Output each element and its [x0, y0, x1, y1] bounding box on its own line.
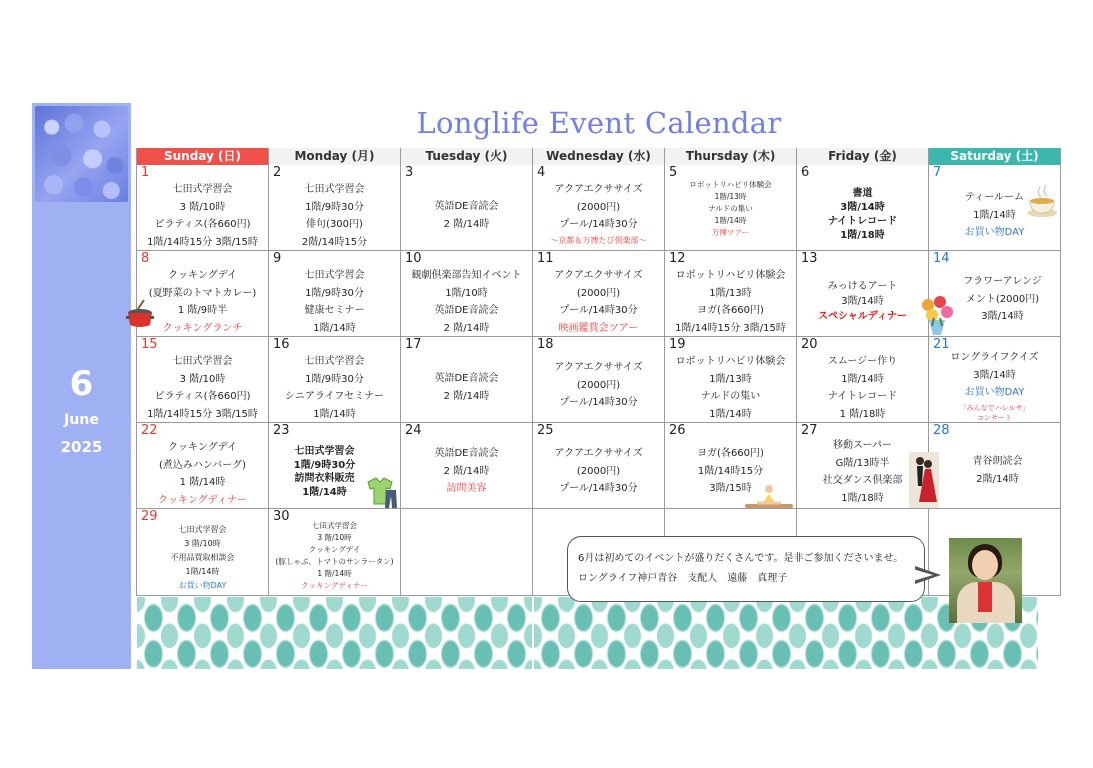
event-line: アクアエクササイズ: [554, 448, 643, 459]
event-line: ロボットリハビリ体験会: [689, 180, 772, 189]
event-line: 不用品買取相談会: [170, 553, 235, 562]
event-line: 訪問衣料販売: [294, 473, 355, 484]
day-number: 15: [141, 337, 158, 352]
event-line: 1階/9時30分: [293, 459, 356, 471]
event-line: 1階/14時15分 3階/15時: [147, 236, 258, 248]
event-line: 3階/14時: [973, 369, 1016, 381]
event-line: 1階/10時: [445, 287, 488, 299]
message-signature: ロングライフ神戸青谷 支配人 遠藤 真理子: [578, 573, 788, 584]
event-line: みっけるアート: [827, 281, 898, 292]
cooking-pot-icon: [126, 298, 154, 330]
day-cell-21: [929, 337, 1061, 423]
event-note: スペシャルディナー: [818, 311, 907, 322]
hydrangea-photo: [35, 106, 128, 202]
clothing-icon: [364, 476, 400, 510]
tea-cup-icon: [1026, 183, 1058, 219]
day-number: 29: [141, 509, 158, 524]
event-line: (2000円): [576, 201, 621, 213]
day-number: 10: [405, 251, 422, 266]
empty-cell: [401, 509, 533, 596]
header-sunday: Sunday (日): [137, 148, 269, 165]
day-number: 19: [669, 337, 686, 352]
day-cell-28: [929, 423, 1061, 509]
yoga-icon: [743, 484, 795, 510]
day-cell-1: [137, 165, 269, 251]
bubble-tail-inner: [913, 569, 933, 581]
event-note: 訪問美容: [446, 483, 487, 494]
event-line: 社交ダンス倶楽部: [822, 475, 903, 486]
event-line: クッキングデイ: [168, 270, 237, 281]
event-note: ～京都＆万博たび倶楽部～: [550, 235, 647, 245]
event-line: G階/13時半: [835, 457, 890, 469]
day-number: 28: [933, 423, 950, 438]
day-cell-30: [269, 509, 401, 596]
event-line: ナイトレコード: [827, 216, 898, 227]
grid-left-border: [136, 148, 137, 596]
event-line: 七田式学習会: [312, 521, 357, 530]
event-line: 1階/18時: [840, 230, 885, 241]
day-cell-3: [401, 165, 533, 251]
day-cell-10: [401, 251, 533, 337]
event-line: 1階/9時30分: [305, 373, 364, 385]
event-line: ロボットリハビリ体験会: [675, 356, 786, 367]
event-line: 青谷朗読会: [972, 456, 1023, 467]
event-line: 3 階/10時: [317, 533, 352, 542]
day-cell-15: [137, 337, 269, 423]
event-line: アクアエクササイズ: [554, 184, 643, 195]
event-line: (豚しゃぶ、トマトのサンラータン): [275, 557, 394, 566]
event-line: 英語DE音読会: [434, 201, 499, 212]
header-monday: Monday (月): [269, 148, 401, 165]
manager-portrait: [949, 538, 1022, 623]
event-line: フラワーアレンジ: [963, 276, 1042, 287]
event-line: ナルドの集い: [700, 391, 761, 402]
event-line: ティールーム: [965, 192, 1024, 203]
event-line: ロボットリハビリ体験会: [675, 270, 786, 281]
event-note: クッキングディナー: [158, 494, 247, 506]
event-line: 1階/14時: [714, 216, 747, 225]
event-line: 英語DE音読会: [434, 373, 499, 384]
event-line: 1階/14時: [185, 567, 220, 576]
day-cell-13: [797, 251, 929, 337]
day-number: 16: [273, 337, 290, 352]
day-number: 20: [801, 337, 818, 352]
day-cell-9: [269, 251, 401, 337]
day-cell-19: [665, 337, 797, 423]
event-line: 3階/14時: [981, 311, 1024, 322]
day-number: 14: [933, 251, 950, 266]
event-line: ロングライフクイズ: [950, 352, 1039, 363]
event-line: プール/14時30分: [559, 483, 638, 494]
day-number: 1: [141, 165, 150, 180]
event-note: 「みんなでハレルヤ」: [959, 403, 1030, 412]
day-number: 17: [405, 337, 422, 352]
day-number: 24: [405, 423, 422, 438]
day-number: 11: [537, 251, 554, 266]
month-name: June: [64, 412, 99, 428]
event-line: クッキングデイ: [308, 545, 361, 554]
calendar-grid: [137, 148, 1061, 596]
event-line: 1階/13時: [714, 192, 747, 201]
event-line: 3階/15時: [709, 483, 752, 494]
event-line: 1階/9時30分: [305, 201, 364, 213]
day-number: 6: [801, 165, 810, 180]
event-line: プール/14時30分: [559, 305, 638, 316]
event-note: クッキングディナー: [301, 581, 368, 590]
day-number: 30: [273, 509, 290, 524]
event-line: 1 階/9時半: [177, 305, 228, 316]
day-number: 18: [537, 337, 554, 352]
event-line: 健康セミナー: [304, 305, 365, 316]
event-line: 七田式学習会: [304, 270, 365, 281]
event-line: ナイトレコード: [827, 391, 898, 402]
event-line: 1階/9時30分: [305, 287, 364, 299]
day-cell-5: [665, 165, 797, 251]
event-line: 2 階/14時: [443, 465, 490, 477]
event-line: ピラティス(各660円): [154, 391, 251, 402]
event-line: 3 階/10時: [184, 539, 221, 548]
event-line: シニアライフセミナー: [284, 391, 385, 402]
day-number: 9: [273, 251, 282, 266]
event-line: 1階/14時15分 3階/15時: [675, 322, 786, 334]
day-cell-11: [533, 251, 665, 337]
event-line: 1階/14時: [841, 373, 884, 385]
event-line: クッキングデイ: [168, 442, 237, 453]
day-cell-18: [533, 337, 665, 423]
event-note: お買い物DAY: [964, 387, 1025, 398]
event-line: 俳句(300円): [306, 219, 363, 230]
event-line: アクアエクササイズ: [554, 362, 643, 373]
day-number: 27: [801, 423, 818, 438]
event-line: 七田式学習会: [172, 184, 233, 195]
header-saturday: Saturday (土): [929, 148, 1061, 165]
event-line: 七田式学習会: [294, 446, 355, 457]
event-note: クッキングランチ: [162, 322, 243, 334]
event-line: 3 階/10時: [179, 201, 226, 213]
event-line: 1階/13時: [709, 287, 752, 299]
day-number: 2: [273, 165, 282, 180]
event-line: 英語DE音読会: [434, 305, 499, 316]
event-note: お買い物DAY: [964, 227, 1025, 238]
day-cell-2: [269, 165, 401, 251]
event-line: ヨガ(各660円): [697, 448, 764, 459]
event-line: 七田式学習会: [304, 356, 365, 367]
event-line: スムージー作り: [827, 356, 898, 367]
event-line: 英語DE音読会: [434, 448, 499, 459]
day-cell-12: [665, 251, 797, 337]
event-line: ヨガ(各660円): [697, 305, 764, 316]
decorative-pattern-left: [137, 597, 532, 669]
event-line: 七田式学習会: [172, 356, 233, 367]
event-line: 七田式学習会: [304, 184, 365, 195]
day-cell-6: [797, 165, 929, 251]
day-number: 12: [669, 251, 686, 266]
event-note: お買い物DAY: [178, 581, 227, 590]
event-line: ピラティス(各660円): [154, 219, 251, 230]
day-number: 13: [801, 251, 818, 266]
event-line: プール/14時30分: [559, 219, 638, 230]
event-line: 1階/13時: [709, 373, 752, 385]
message-line: 6月は初めてのイベントが盛りだくさんです。是非ご参加くださいませ。: [578, 553, 904, 564]
event-line: 2階/14時: [976, 473, 1019, 485]
header-tuesday: Tuesday (火): [401, 148, 533, 165]
event-line: ナルドの集い: [708, 204, 753, 213]
event-line: 1階/14時: [313, 408, 356, 420]
event-line: 書道: [852, 188, 873, 199]
event-line: (2000円): [576, 465, 621, 477]
day-number: 26: [669, 423, 686, 438]
event-line: 2階/14時15分: [301, 236, 368, 248]
event-line: 2 階/14時: [443, 322, 490, 334]
event-line: 1階/18時: [841, 492, 884, 504]
day-cell-17: [401, 337, 533, 423]
event-line: プール/14時30分: [559, 397, 638, 408]
day-number: 21: [933, 337, 950, 352]
event-line: (夏野菜のトマトカレー): [148, 287, 257, 299]
event-line: 2 階/14時: [443, 390, 490, 402]
day-cell-8: [137, 251, 269, 337]
header-thursday: Thursday (木): [665, 148, 797, 165]
day-number: 5: [669, 165, 678, 180]
day-number: 23: [273, 423, 290, 438]
event-line: 3 階/10時: [179, 373, 226, 385]
year: 2025: [60, 438, 103, 456]
event-line: 3階/14時: [840, 202, 885, 213]
event-line: 1階/14時: [709, 408, 752, 420]
header-wednesday: Wednesday (水): [533, 148, 665, 165]
event-note: コンサート: [977, 413, 1012, 422]
event-line: 観劇倶楽部告知イベント: [411, 270, 522, 281]
event-line: 3階/14時: [841, 296, 884, 307]
day-number: 22: [141, 423, 158, 438]
event-line: 1階/14時15分: [697, 465, 764, 477]
event-line: アクアエクササイズ: [554, 270, 643, 281]
day-cell-4: [533, 165, 665, 251]
day-cell-29: [137, 509, 269, 596]
event-line: (2000円): [576, 287, 621, 299]
day-cell-16: [269, 337, 401, 423]
event-note: 映画鑑賞会ツアー: [558, 322, 639, 334]
day-cell-20: [797, 337, 929, 423]
day-number: 3: [405, 165, 414, 180]
day-number: 7: [933, 165, 942, 180]
event-line: (2000円): [576, 379, 621, 391]
event-line: 1階/14時: [313, 322, 356, 334]
event-line: 1階/14時: [302, 486, 347, 498]
day-cell-24: [401, 423, 533, 509]
event-line: 1 階/14時: [317, 569, 352, 578]
event-line: 1 階/14時: [179, 477, 226, 488]
day-number: 8: [141, 251, 150, 266]
event-line: 移動スーパー: [833, 440, 892, 451]
event-line: 2 階/14時: [443, 218, 490, 230]
message-bubble: [567, 536, 925, 602]
event-line: 七田式学習会: [178, 525, 227, 534]
page-title: Longlife Event Calendar: [416, 106, 782, 140]
month-number: 6: [69, 364, 94, 404]
event-note: 万博ツアー: [711, 228, 750, 237]
day-cell-25: [533, 423, 665, 509]
event-line: 1階/14時15分 3階/15時: [147, 408, 258, 420]
flower-bouquet-icon: [920, 296, 954, 336]
event-line: 1 階/18時: [839, 408, 886, 420]
day-number: 25: [537, 423, 554, 438]
dance-couple-icon: [909, 452, 939, 508]
header-friday: Friday (金): [797, 148, 929, 165]
event-line: (煮込みハンバーグ): [158, 459, 247, 471]
event-line: メント(2000円): [965, 293, 1040, 305]
event-line: 1階/14時: [973, 209, 1016, 221]
day-number: 4: [537, 165, 546, 180]
